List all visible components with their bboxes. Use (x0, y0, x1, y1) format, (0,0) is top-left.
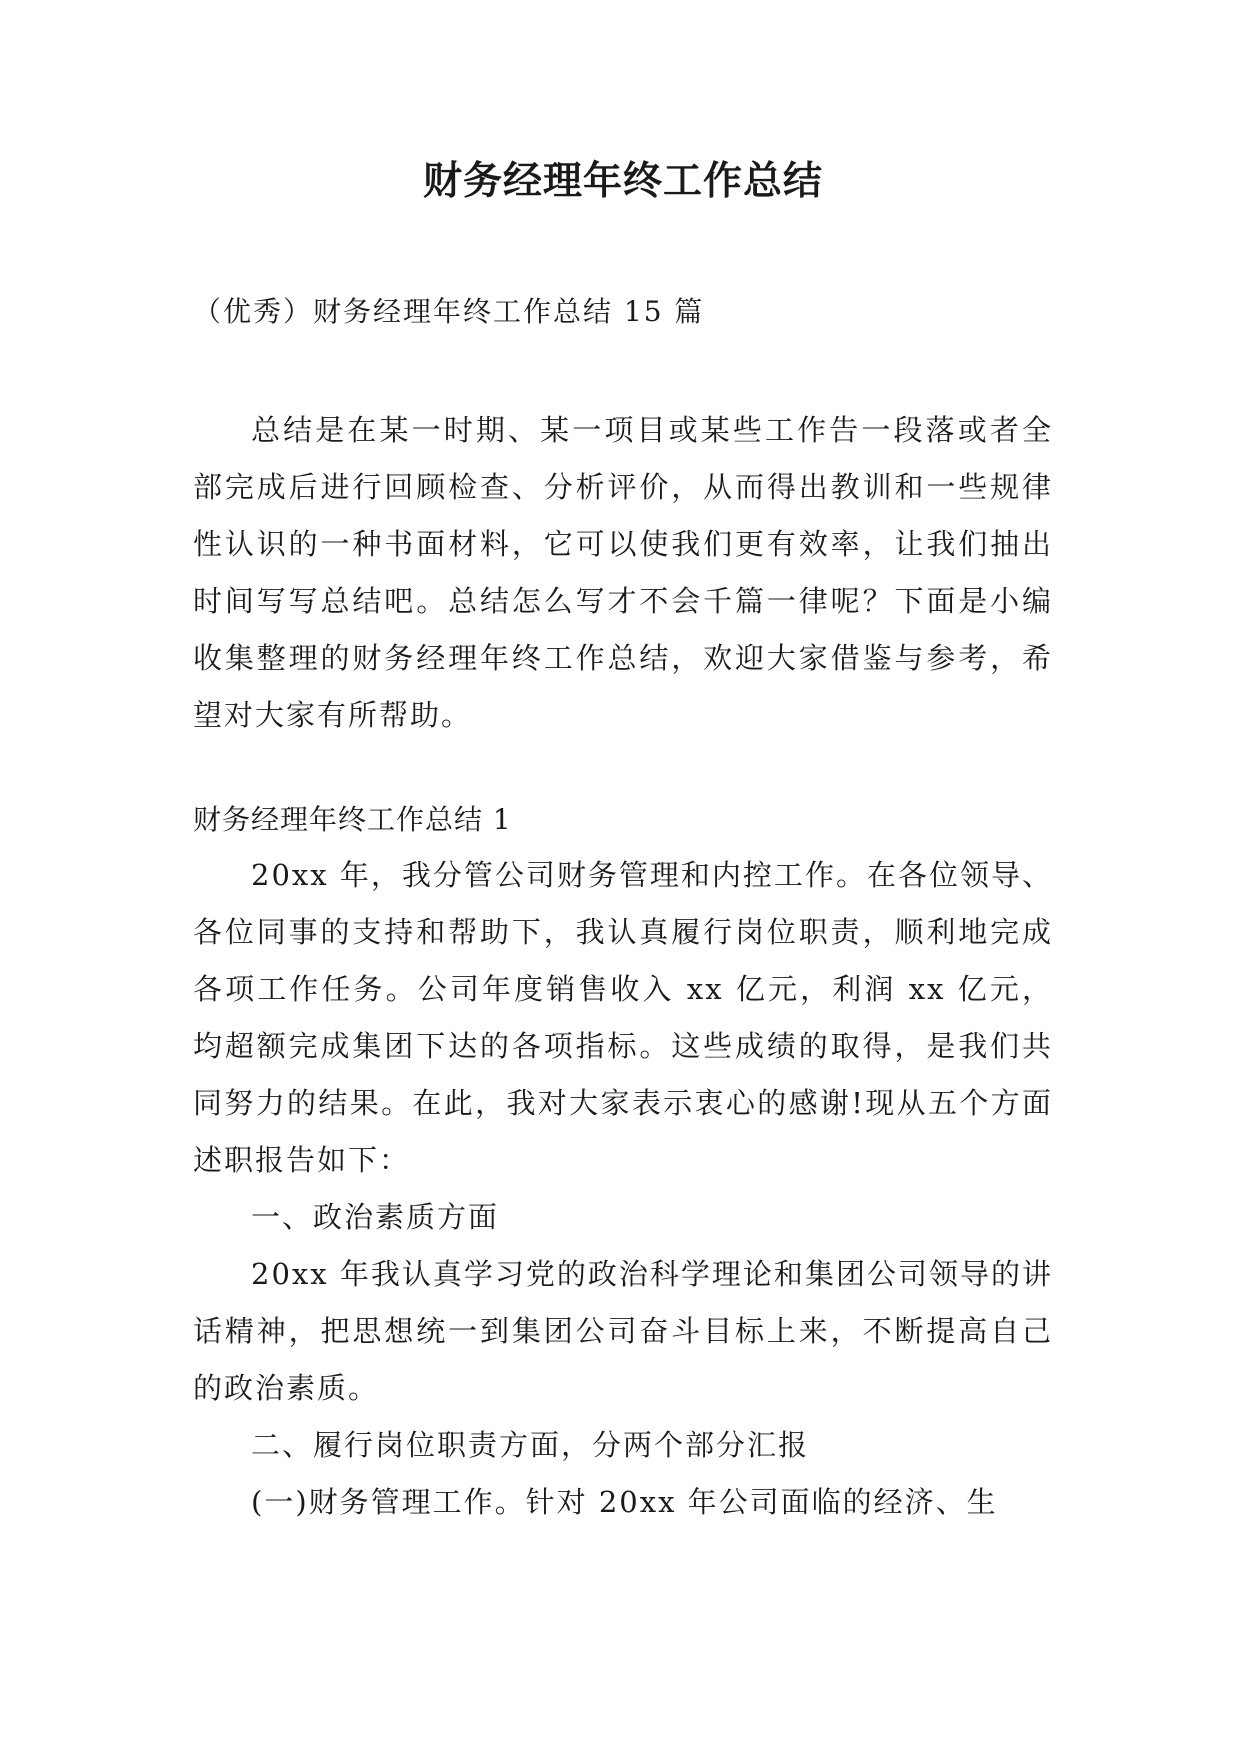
intro-paragraph: 总结是在某一时期、某一项目或某些工作告一段落或者全部完成后进行回顾检查、分析评价，从而得出教训和一些规律性认识的一种书面材料，它可以使我们更有效率，让我们抽出时间写写总结吧。总结怎么写才不会千篇一律呢？下面是小编收集整理的财务经理年终工作总结，欢迎大家借鉴与参考，希望对大家有所帮助。 (193, 413, 1053, 732)
subheading-political: 一、政治素质方面 (251, 1200, 500, 1234)
section-content (193, 847, 1053, 1531)
document-subtitle: （优秀）财务经理年终工作总结 15 篇 (193, 295, 705, 328)
body-paragraph: (一)财务管理工作。针对 20xx 年公司面临的经济、生 (251, 1485, 998, 1519)
body-paragraph: 20xx 年，我分管公司财务管理和内控工作。在各位领导、各位同事的支持和帮助下，我认真履行岗位职责，顺利地完成各项工作任务。公司年度销售收入 xx 亿元，利润 xx 亿元，均超额完成集团下达的各项指标。这些成绩的取得，是我们共同努力的结果。在此，我对大家表示衷心的感谢!现从五个方面述职报告如下： (193, 858, 1053, 1177)
body-paragraph: 20xx 年我认真学习党的政治科学理论和集团公司领导的讲话精神，把思想统一到集团公司奋斗目标上来，不断提高自己的政治素质。 (193, 1257, 1053, 1405)
section-heading: 财务经理年终工作总结 1 (193, 803, 512, 836)
document-title: 财务经理年终工作总结 (422, 159, 823, 204)
subheading-duties: 二、履行岗位职责方面，分两个部分汇报 (251, 1428, 810, 1462)
intro-section (193, 402, 1053, 744)
